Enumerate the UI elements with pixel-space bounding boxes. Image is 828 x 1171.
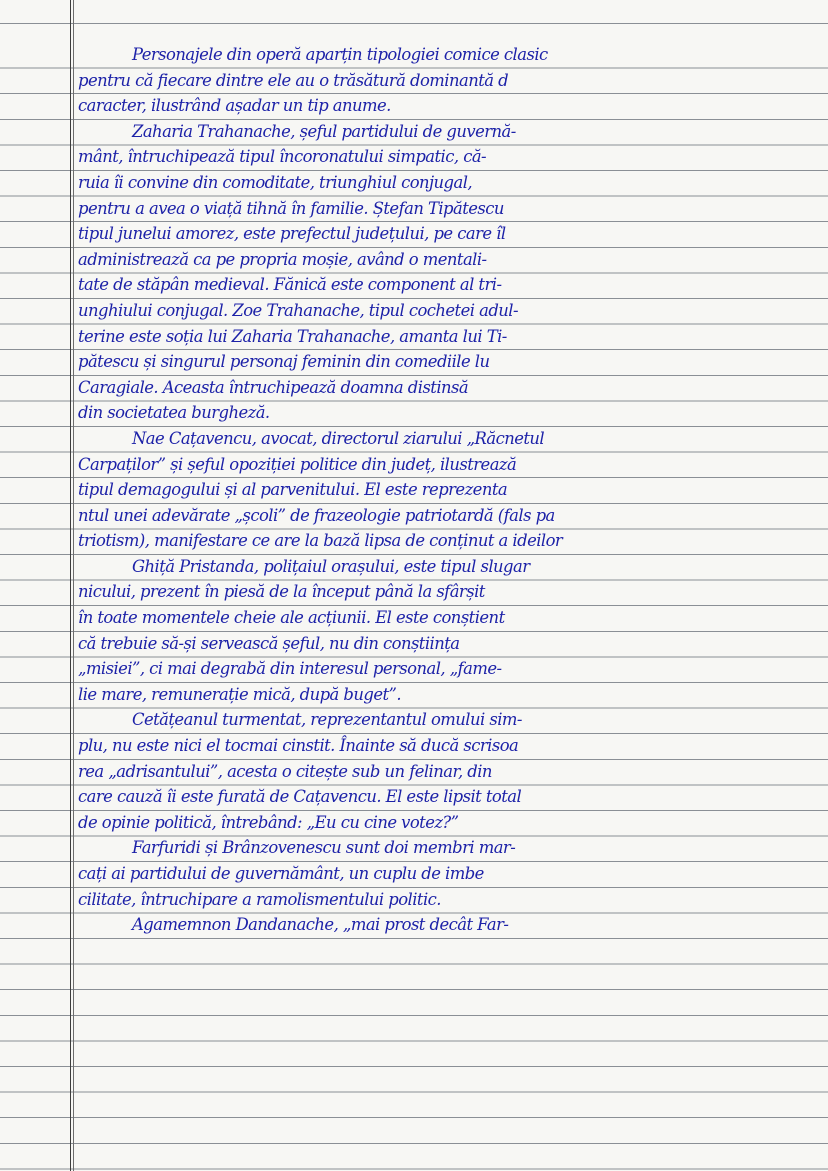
text-line: „misiei”, ci mai degrabă din interesul personal, „fame- xyxy=(78,659,502,679)
text-line: caracter, ilustrând așadar un tip anume. xyxy=(78,96,391,116)
text-line: lie mare, remunerație mică, după buget”. xyxy=(78,684,401,704)
text-line: ntul unei adevărate „școli” de frazeologie patriotardă (fals pa xyxy=(78,505,555,525)
text-line: cilitate, întruchipare a ramolismentului politic. xyxy=(78,889,441,909)
text-line: plu, nu este nici el tocmai cinstit. Înainte să ducă scrisoa xyxy=(78,736,519,756)
text-line: cați ai partidului de guvernământ, un cuplu de imbe xyxy=(78,864,484,883)
text-line: Cetățeanul turmentat, reprezentantul omului sim- xyxy=(132,710,522,730)
text-line: pentru că fiecare dintre ele au o trăsătură dominantă d xyxy=(78,70,509,90)
text-line: tate de stăpân medieval. Fănică este component al tri- xyxy=(78,275,502,295)
text-line: pentru a avea o viață tihnă în familie. Ștefan Tipătescu xyxy=(78,198,504,218)
text-line: terine este soția lui Zaharia Trahanache, amanta lui Ti- xyxy=(78,326,507,346)
text-line: Ghiță Pristanda, polițaiul orașului, este tipul slugar xyxy=(132,556,530,576)
text-line: triotism), manifestare ce are la bază lipsa de conținut a ideilor xyxy=(78,531,563,551)
text-line: Carpaților” și șeful opoziției politice din județ, ilustrează xyxy=(78,454,517,474)
text-line: Farfuridi și Brânzovenescu sunt doi membri mar- xyxy=(132,838,516,858)
text-line: Agamemnon Dandanache, „mai prost decât Far- xyxy=(132,915,509,935)
text-line: rea „adrisantului”, acesta o citește sub un felinar, din xyxy=(78,761,492,781)
text-line: pătescu și singurul personaj feminin din comediile lu xyxy=(78,352,490,372)
handwritten-text xyxy=(78,42,820,938)
text-line: ruia îi convine din comoditate, triunghiul conjugal, xyxy=(78,172,473,192)
text-line: tipul junelui amorez, este prefectul județului, pe care îl xyxy=(78,224,506,244)
text-line: nicului, prezent în piesă de la început până la sfârșit xyxy=(78,582,485,602)
text-line: Nae Cațavencu, avocat, directorul ziarului „Răcnetul xyxy=(132,428,545,448)
text-line: că trebuie să-și servească șeful, nu din conștiința xyxy=(78,633,460,653)
text-line: Personajele din operă aparțin tipologiei comice clasic xyxy=(132,45,548,64)
text-line: care cauză îi este furată de Cațavencu. El este lipsit total xyxy=(78,787,522,807)
text-line: unghiului conjugal. Zoe Trahanache, tipul cochetei adul- xyxy=(78,300,518,320)
margin-line-inner xyxy=(73,0,74,1171)
text-line: administrează ca pe propria moșie, având o mentali- xyxy=(78,249,487,269)
text-line: de opinie politică, întrebând: „Eu cu cine votez?” xyxy=(78,812,459,832)
text-line: în toate momentele cheie ale acțiunii. El este conștient xyxy=(78,608,505,628)
margin-line xyxy=(70,0,71,1171)
text-line: Zaharia Trahanache, șeful partidului de guvernă- xyxy=(132,121,516,141)
text-line: din societatea burgheză. xyxy=(78,403,270,423)
text-line: mânt, întruchipează tipul încoronatului simpatic, că- xyxy=(78,147,487,167)
text-line: tipul demagogului și al parvenitului. El este reprezenta xyxy=(78,480,508,500)
text-line: Caragiale. Aceasta întruchipează doamna distinsă xyxy=(78,377,469,397)
